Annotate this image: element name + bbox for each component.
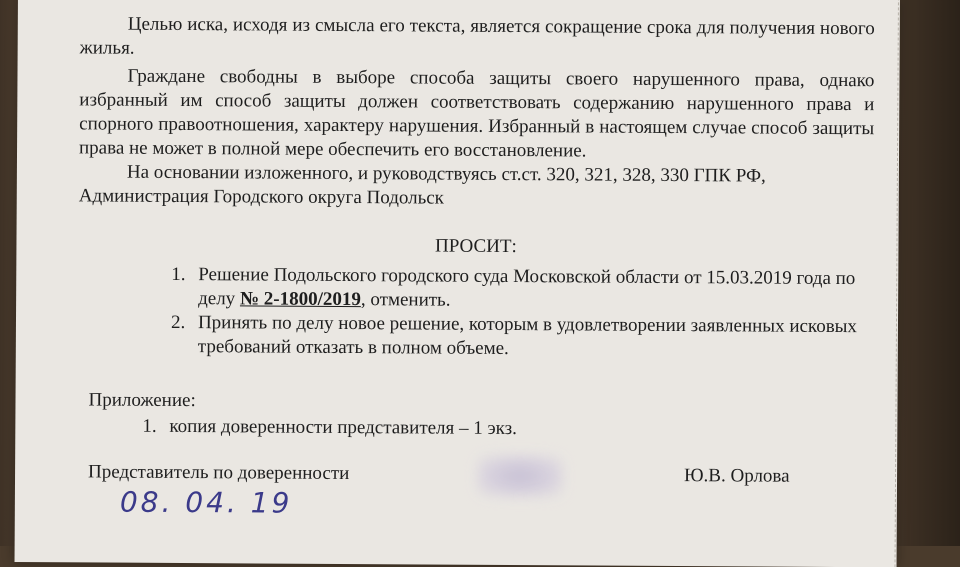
document-body: [77, 12, 875, 521]
applicant-name: Администрация Городского округа Подольск: [78, 185, 445, 209]
request-item-1-text: Решение Подольского городского суда Московской области от 15.03.2019 года по делу: [198, 264, 856, 310]
document-page: [15, 0, 900, 567]
request-item-1: [190, 263, 873, 315]
request-item-2: 2. Принять по делу новое решение, которым в удовлетворении заявленных исковых требований отказать в полном объеме.: [190, 311, 873, 363]
request-item-1-end: , отменить.: [360, 289, 451, 311]
signer-name: Ю.В. Орлова: [683, 465, 790, 487]
signature-block: [77, 460, 872, 521]
attachment-item: 1. копия доверенности представителя – 1 экз.: [161, 415, 872, 443]
attachments-list: [77, 414, 872, 443]
representative-label: Представитель по доверенности: [88, 461, 350, 485]
request-heading: ПРОСИТ:: [435, 235, 517, 258]
paragraph-remedy: Граждане свободны в выборе способа защиты своего нарушенного права, однако избранный им способ защиты должен соответствовать содержанию нарушенного права и спорного правоотношения, характеру нарушения. Избранный в настоящем случае способ защиты права не может в полной мере обеспечить его восстановление.: [78, 65, 875, 162]
handwritten-date: 08. 04. 19: [119, 485, 293, 520]
attachments-title: Приложение:: [88, 389, 196, 412]
redacted-signature: [477, 455, 563, 498]
case-number: № 2-1800/2019: [239, 288, 361, 311]
request-list: [78, 262, 874, 363]
paragraph-purpose: Целью иска, исходя из смысла его текста, является сокращение срока для получения нового жилья.: [79, 13, 875, 59]
paragraph-grounds: На основании изложенного, и руководствуясь ст.ст. 320, 321, 328, 330 ГПК РФ,: [126, 161, 766, 187]
